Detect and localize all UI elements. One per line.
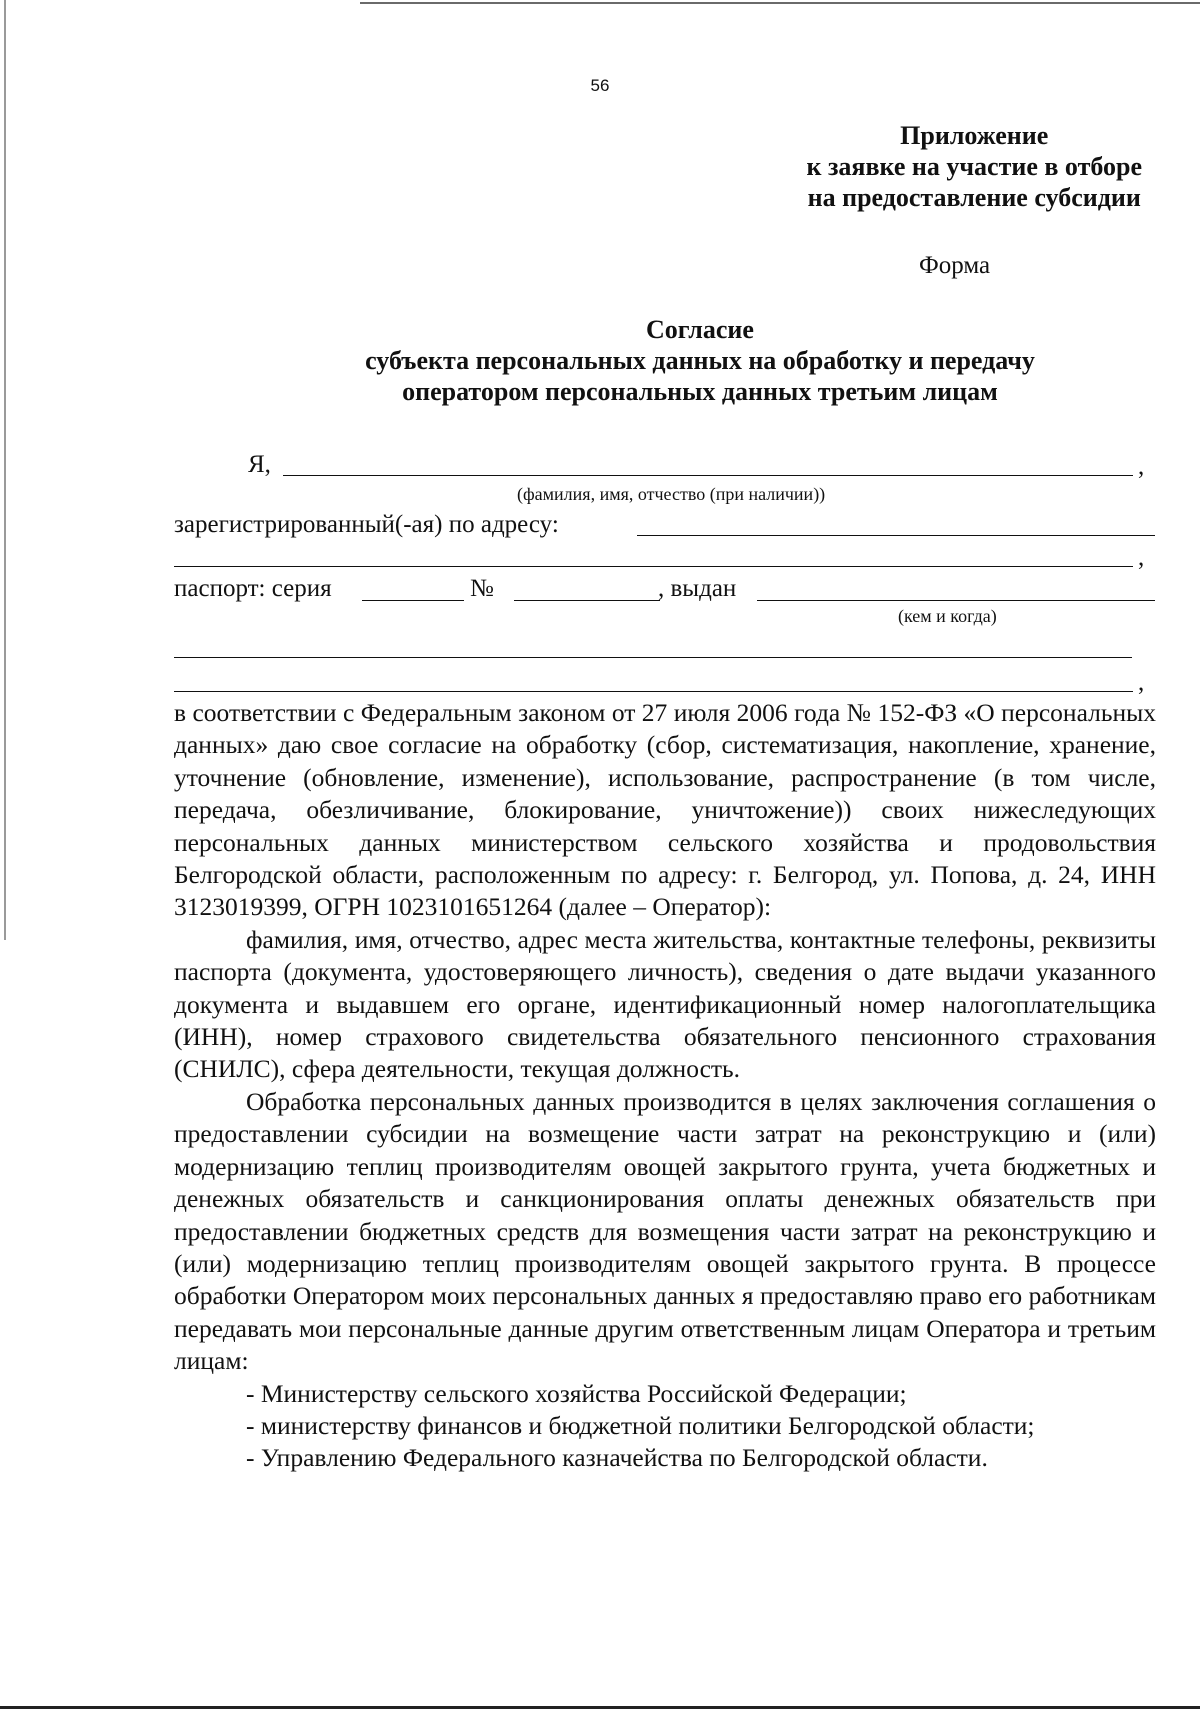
scan-edge-left	[4, 0, 6, 940]
consent-paragraph: в соответствии с Федеральным законом от 27 июля 2006 года № 152-ФЗ «О персональных данных» даю свое согласие на обработку (сбор, систематизация, накопление, хранение, уточнение (обновление, изменение), использование, распространение (в том числе, передача, обезличивание, блокирование, уничтожение)) своих нижеследующих персональных данных министерством сельского хозяйства и продовольствия Белгородской области, расположенным по адресу: г. Белгород, ул. Попова, д. 24, ИНН 3123019399, ОГРН 1023101651264 (далее – Оператор):	[174, 698, 1156, 922]
recipient-list-item: - министерству финансов и бюджетной политики Белгородской области;	[246, 1410, 1035, 1440]
form-label: Форма	[919, 252, 991, 279]
fio-hint: (фамилия, имя, отчество (при наличии))	[517, 484, 826, 504]
number-label: №	[470, 575, 494, 602]
passport-number-fill-line[interactable]	[514, 600, 660, 601]
appendix-header	[806, 120, 1142, 213]
issued-fill-line-3[interactable]	[174, 691, 1133, 692]
document-title	[0, 314, 1200, 407]
recipient-list-item: - Управлению Федерального казначейства по Белгородской области.	[246, 1443, 988, 1473]
page-number: 56	[590, 76, 610, 95]
scan-edge-bottom	[0, 1706, 1200, 1709]
title-line: Согласие	[646, 315, 754, 344]
scan-edge-top	[360, 2, 1200, 4]
address-fill-line[interactable]	[637, 535, 1155, 536]
issued-label: , выдан	[658, 575, 737, 602]
personal-data-list-paragraph: фамилия, имя, отчество, адрес места жительства, контактные телефоны, реквизиты паспорта (документа, удостоверяющего личность), сведения о дате выдачи указанного документа и выдавшем его органе, идентификационный номер налогоплательщика (ИНН), номер страхового свидетельства обязательного пенсионного страхования (СНИЛС), сфера деятельности, текущая должность.	[174, 924, 1156, 1084]
issued-fill-line-2[interactable]	[174, 657, 1132, 658]
appendix-line: к заявке на участие в отборе	[806, 152, 1142, 181]
consent-body	[174, 697, 1156, 1475]
address-label: зарегистрированный(-ая) по адресу:	[174, 511, 559, 538]
title-line: оператором персональных данных третьим лицам	[402, 377, 998, 406]
appendix-line: на предоставление субсидии	[807, 183, 1141, 212]
recipient-list-item: - Министерству сельского хозяйства Российской Федерации;	[246, 1378, 907, 1408]
appendix-line: Приложение	[900, 121, 1049, 150]
issued-hint: (кем и когда)	[898, 606, 997, 626]
comma: ,	[1138, 544, 1145, 571]
passport-series-fill-line[interactable]	[362, 600, 464, 601]
i-label: Я,	[248, 451, 271, 478]
fio-fill-line[interactable]	[283, 475, 1133, 476]
processing-purpose-paragraph: Обработка персональных данных производится в целях заключения соглашения о предоставлении субсидии на возмещение части затрат на реконструкцию и (или) модернизацию теплиц производителям овощей закрытого грунта, учета бюджетных и денежных обязательств и санкционирования оплаты денежных обязательств при предоставлении бюджетных средств для возмещения части затрат на реконструкцию и (или) модернизацию теплиц производителям овощей закрытого грунта. В процессе обработки Оператором моих персональных данных я предоставляю право его работникам передавать мои персональные данные другим ответственным лицам Оператора и третьим лицам:	[174, 1086, 1156, 1376]
comma: ,	[1138, 453, 1145, 480]
passport-label: паспорт: серия	[174, 575, 332, 602]
title-line: субъекта персональных данных на обработку и передачу	[365, 346, 1035, 375]
address-fill-line-2[interactable]	[174, 566, 1133, 567]
comma: ,	[1138, 669, 1145, 696]
issued-fill-line[interactable]	[757, 600, 1155, 601]
